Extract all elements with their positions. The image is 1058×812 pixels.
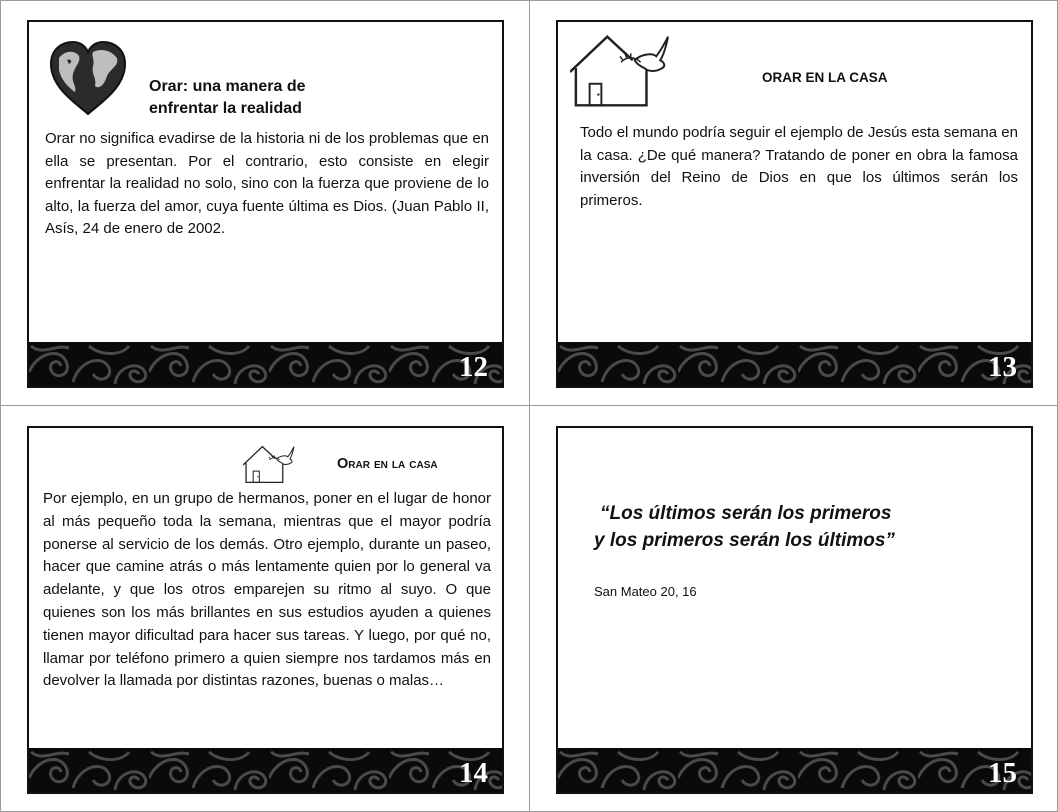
slide-body: Orar no significa evadirse de la historia ni de los problemas que en ella se presentan. Por el contrario, esto consiste en elegir enfrentar la realidad no solo, sino con la fuerza que proviene de lo alto, la fuerza del amor, cuya fuente última es Dios. (Juan Pablo II, Asís, 24 de enero de 2002. (45, 130, 489, 237)
slide-title: Orar: una manera de enfrentar la realidad (149, 78, 306, 117)
slide-cell-15 (529, 405, 1058, 812)
slide-body: Todo el mundo podría seguir el ejemplo de Jesús esta semana en la casa. ¿De qué manera? Tratando de poner en obra la famosa inversión del Reino de Dios en que los últimos serán los primeros. (580, 124, 1018, 209)
slide-cell-13 (529, 0, 1058, 406)
heart-globe-icon (47, 40, 129, 118)
slide-body: Por ejemplo, en un grupo de hermanos, poner en el lugar de honor al más pequeño toda la semana, mientras que el mayor podría ponerse al servicio de los demás. Otro ejemplo, durante un paseo, hacer que camine atrás o más lentamente quien por lo general va adelante, y que los otros emparejen su ritmo al suyo. O que quienes son los más brillantes en sus estudios ayuden a quienes tienen mayor dificultad para hacer sus tareas. Y luego, por qué no, llamar por teléfono primero a quien siempre nos tardamos más en devolver la llamada por distintas razones, buenas o malas… (43, 490, 491, 690)
decorative-band (558, 748, 1031, 792)
slide-card-12 (27, 20, 504, 388)
slide-card-14 (27, 426, 504, 794)
house-dove-icon (243, 444, 295, 486)
decorative-band (558, 342, 1031, 386)
slide-number: 15 (988, 757, 1017, 789)
slide-cell-14 (0, 405, 530, 812)
quote-citation: San Mateo 20, 16 (594, 584, 697, 599)
decorative-band (29, 748, 502, 792)
slide-number: 12 (459, 351, 488, 383)
slide-card-15 (556, 426, 1033, 794)
slide-number: 13 (988, 351, 1017, 383)
house-dove-icon (570, 32, 670, 112)
quote-text: “Los últimos serán los primeros y los primeros serán los últimos” (594, 503, 895, 551)
slide-title: Orar en la casa (337, 456, 438, 472)
slide-number: 14 (459, 757, 488, 789)
slide-title: ORAR EN LA CASA (762, 70, 888, 85)
slide-card-13 (556, 20, 1033, 388)
decorative-band (29, 342, 502, 386)
slide-cell-12 (0, 0, 530, 406)
